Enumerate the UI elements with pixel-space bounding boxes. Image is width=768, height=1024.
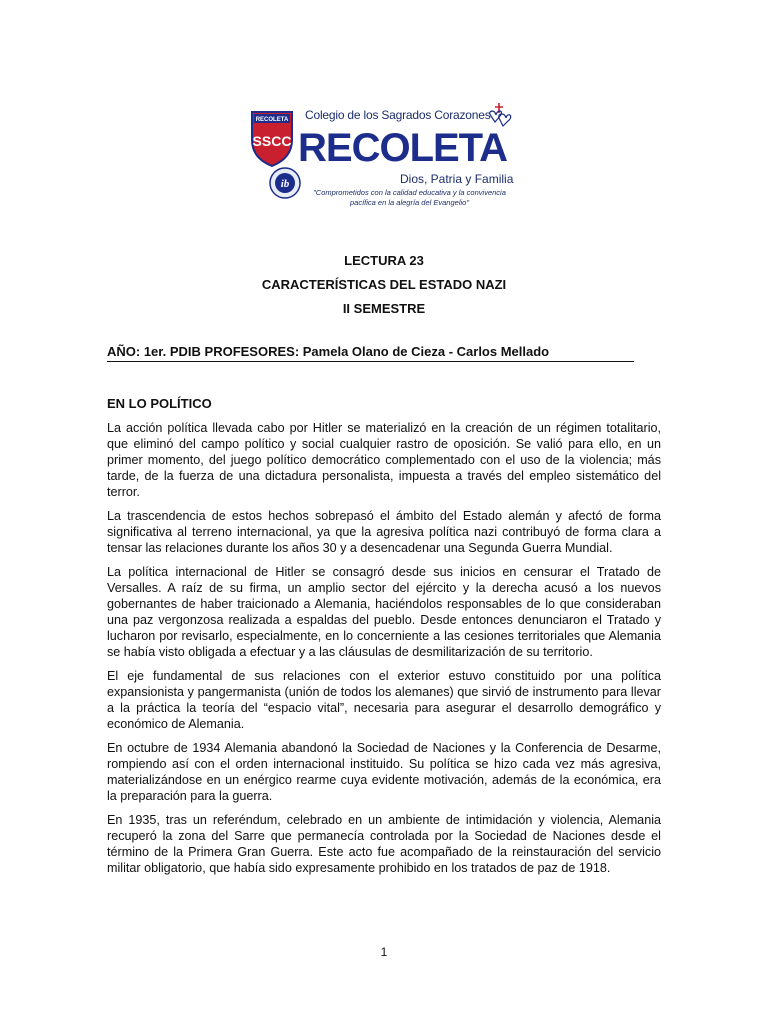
paragraph: La acción política llevada cabo por Hitler se materializó en la creación de un régimen totalitario, que eliminó del campo político y social cualquier rastro de oposición. Se valió para ello, en un primer momento, del juego político democrático complementado con el uso de la violencia; más tarde, de la fuerza de una dictadura personalista, impuesta a través del empleo sistemático del terror.: [107, 421, 661, 499]
paragraph: En octubre de 1934 Alemania abandonó la Sociedad de Naciones y la Conferencia de Desarme, rompiendo así con el orden internacional instituido. Su política se hizo cada vez más agresiva, materializándose en un enérgico rearme cuya evidente motivación, además de la económica, era la preparación para la guerra.: [107, 741, 661, 803]
ib-logo-icon: [268, 166, 302, 200]
school-name: Colegio de los Sagrados Corazones: [305, 108, 491, 122]
shield-main-text: SSCC: [252, 133, 292, 149]
paragraph: El eje fundamental de sus relaciones con el exterior estuvo constituido por una política expansionista y pangermanista (unión de todos los alemanes) que sirvió de instrumento para llevar a la práctica la teoría del “espacio vital”, necesaria para asegurar el desarrollo demográfico y económico de Alemania.: [107, 669, 661, 731]
shield-top-text: RECOLETA: [255, 117, 289, 123]
paragraph: La política internacional de Hitler se consagró desde sus inicios en censurar el Tratado de Versalles. A raíz de su firma, un amplio sector del ejército y la derecha acusó a los nuevos gobernantes de haber traicionado a Alemania, haciéndolos responsables de lo que consideraban una paz vergonzosa realizada a espaldas del pueblo. Desde entonces denunciaron el Tratado y lucharon por revisarlo, especialmente, en lo concerniente a las cesiones territoriales que Alemania se había visto obligada a efectuar y a las cláusulas de desmilitarización de su territorio.: [107, 565, 661, 659]
ib-logo-letters: ib: [280, 178, 290, 190]
paragraph: En 1935, tras un referéndum, celebrado en un ambiente de intimidación y violencia, Alemania recuperó la zona del Sarre que permanecía controlada por la Sociedad de Naciones desde el término de la Primera Gran Guerra. Este acto fue acompañado de la reinstauración del servicio militar obligatorio, que había sido expresamente prohibido en los tratados de paz de 1918.: [107, 813, 661, 875]
school-logo-header: [250, 100, 530, 215]
school-tagline: "Comprometidos con la calidad educativa y la convivencia pacífica en la alegría del Evangelio": [313, 188, 506, 207]
school-motto: Dios, Patria y Familia: [400, 172, 514, 186]
paragraph: La trascendencia de estos hechos sobrepasó el ámbito del Estado alemán y afectó de forma significativa al terreno internacional, ya que la agresiva política nazi contribuyó de forma clara a tensar las relaciones durante los años 30 y a desencadenar una Segunda Guerra Mundial.: [107, 509, 661, 555]
semester-label: II SEMESTRE: [342, 301, 426, 316]
document-title-block: [0, 249, 768, 321]
body-text: [107, 420, 661, 884]
page-number: 1: [380, 945, 388, 959]
shield-icon: [250, 110, 294, 168]
lecture-title: CARACTERÍSTICAS DEL ESTADO NAZI: [261, 277, 507, 292]
course-teachers-line: AÑO: 1er. PDIB PROFESORES: Pamela Olano de Cieza - Carlos Mellado: [107, 344, 634, 362]
section-heading: EN LO POLÍTICO: [107, 396, 212, 411]
lecture-number: LECTURA 23: [344, 253, 424, 268]
brand-name: RECOLETA: [298, 126, 508, 170]
